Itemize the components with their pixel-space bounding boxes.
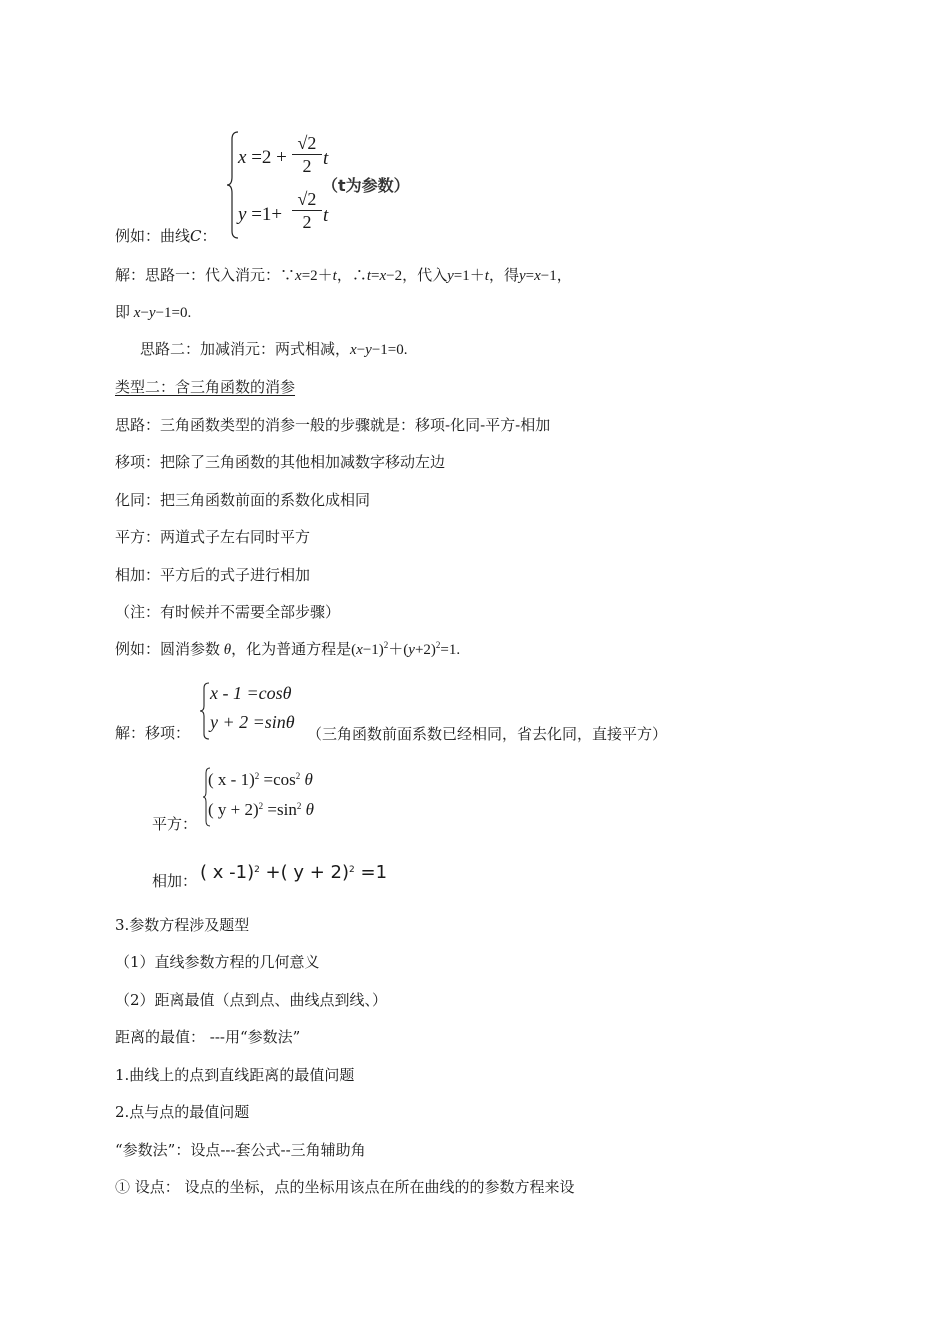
eq2-fraction bbox=[292, 188, 322, 233]
eq1-fraction bbox=[292, 132, 322, 177]
param-note: （t为参数） bbox=[322, 176, 410, 195]
section3-item1: （1）直线参数方程的几何意义 bbox=[115, 953, 320, 971]
square-label: 平方： bbox=[152, 815, 198, 833]
section3-item2: （2）距离最值（点到点、曲线点到线、） bbox=[115, 991, 388, 1009]
type2-same: 化同：把三角函数前面的系数化成相同 bbox=[115, 491, 371, 509]
type2-square: 平方：两道式子左右同时平方 bbox=[115, 528, 311, 546]
type2-note: （注：有时候并不需要全部步骤） bbox=[115, 603, 341, 621]
solution1-line2: 即 x−y−1=0. bbox=[115, 305, 192, 321]
example1-label: 例如：曲线C： bbox=[115, 227, 217, 245]
frac-numerator: √2 bbox=[297, 133, 317, 153]
eq1-lhs: x bbox=[238, 147, 247, 168]
eq2-lhs: y bbox=[238, 204, 247, 225]
example2-line: 例如：圆消参数 θ，化为普通方程是$(x-1)^2+(y+2)^2=1$. bbox=[115, 640, 461, 658]
frac-numerator: √2 bbox=[297, 189, 317, 209]
move-label: 解：移项： bbox=[115, 724, 191, 742]
eq1-rhs: =2 + bbox=[251, 147, 287, 168]
eq1-param: t bbox=[323, 148, 329, 169]
move-note: （三角函数前面系数已经相同，省去化同，直接平方） bbox=[307, 725, 668, 743]
type2-add: 相加：平方后的式子进行相加 bbox=[115, 566, 311, 584]
section3-p2: 2.点与点的最值问题 bbox=[115, 1103, 250, 1121]
solution1-line3: 思路二：加减消元：两式相减，x−y−1=0. bbox=[140, 342, 408, 358]
eq2-rhs: =1+ bbox=[251, 204, 283, 225]
section3-dist: 距离的最值： ---用“参数法” bbox=[115, 1028, 301, 1046]
move-eq2: y + 2 =sinθ bbox=[210, 712, 295, 732]
section3-method: “参数法”：设点---套公式--三角辅助角 bbox=[115, 1141, 366, 1159]
type2-idea: 思路：三角函数类型的消参一般的步骤就是：移项-化同-平方-相加 bbox=[115, 416, 551, 434]
eq2-param: t bbox=[323, 205, 329, 226]
type2-heading: 类型二：含三角函数的消参 bbox=[115, 378, 296, 396]
add-eq: ( x -1)$^2$ +( y + 2)$^2$ =1 bbox=[200, 862, 388, 883]
section3-step1: ① 设点： 设点的坐标，点的坐标用该点在所在曲线的的参数方程来设 bbox=[115, 1178, 575, 1196]
square-eq1: ( $x - 1)^2 =\cos^2$ θ bbox=[208, 770, 313, 789]
add-label: 相加： bbox=[152, 872, 198, 890]
frac-denominator: 2 bbox=[292, 210, 322, 233]
section3-title: 3.参数方程涉及题型 bbox=[115, 916, 250, 934]
type2-move: 移项：把除了三角函数的其他相加减数字移动左边 bbox=[115, 453, 446, 471]
solution1-line1: 解：思路一：代入消元：∵x=2＋t，∴t=x−2，代入y=1＋t，得y=x−1， bbox=[115, 268, 572, 284]
square-eq2: ( $y + 2)^2 =\sin^2$ θ bbox=[208, 800, 314, 819]
move-eq1: x - 1 =cosθ bbox=[210, 683, 292, 703]
section3-p1: 1.曲线上的点到直线距离的最值问题 bbox=[115, 1066, 355, 1084]
frac-denominator: 2 bbox=[292, 154, 322, 177]
